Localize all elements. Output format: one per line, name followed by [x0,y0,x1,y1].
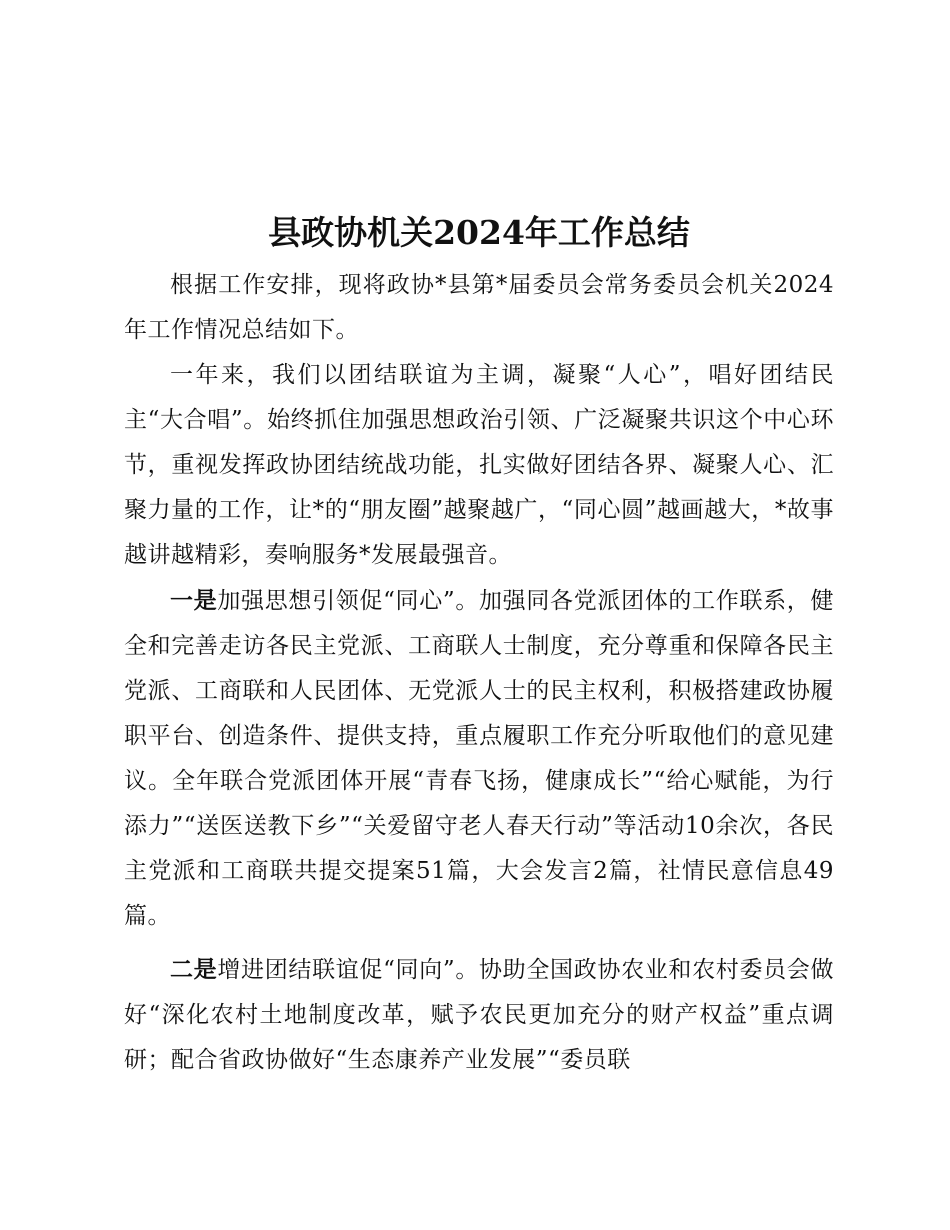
paragraph-text: 根据工作安排，现将政协*县第*届委员会常务委员会机关2024年工作情况总结如下。 [124,272,834,343]
paragraph-lead: 二是 [170,956,218,983]
paragraph-lead: 一是 [170,587,218,614]
paragraph-point-one [124,578,834,939]
paragraph-overview [124,353,834,578]
paragraph-intro [124,263,834,353]
paragraph-point-two [124,947,834,1083]
paragraph-text: 一年来，我们以团结联谊为主调，凝聚“人心”，唱好团结民主“大合唱”。始终抓住加强思想政治引领、广泛凝聚共识这个中心环节，重视发挥政协团结统战功能，扎实做好团结各界、凝聚人心、汇聚力量的工作，让*的“朋友圈”越聚越广，“同心圆”越画越大，*故事越讲越精彩，奏响服务*发展最强音。 [124,362,834,568]
paragraph-text: 加强思想引领促“同心”。加强同各党派团体的工作联系，健全和完善走访各民主党派、工商联人士制度，充分尊重和保障各民主党派、工商联和人民团体、无党派人士的民主权利，积极搭建政协履职平台、创造条件、提供支持，重点履职工作充分听取他们的意见建议。全年联合党派团体开展“青春飞扬，健康成长”“给心赋能，为行添力”“送医送教下乡”“关爱留守老人春天行动”等活动10余次，各民主党派和工商联共提交提案51篇，大会发言2篇，社情民意信息49篇。 [124,588,834,929]
paragraph-text: 增进团结联谊促“同向”。协助全国政协农业和农村委员会做好“深化农村土地制度改革，赋予农民更加充分的财产权益”重点调研；配合省政协做好“生态康养产业发展”“委员联 [124,957,834,1073]
document-title: 县政协机关2024年工作总结 [268,213,690,252]
document-body [124,205,834,1083]
